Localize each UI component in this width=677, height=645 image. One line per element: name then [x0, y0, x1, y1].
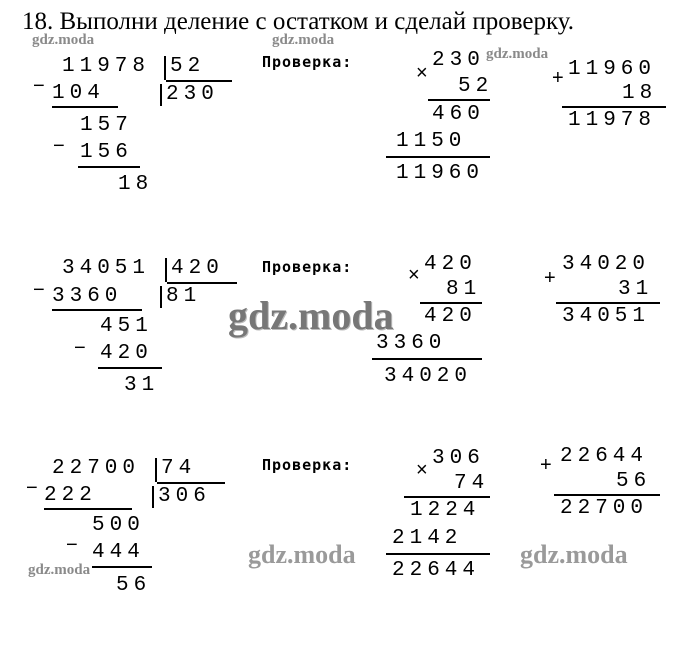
watermark: gdz.moda — [248, 540, 356, 569]
sum: 22700 — [560, 497, 649, 520]
underline — [372, 358, 482, 360]
addend-1: 22644 — [560, 445, 649, 468]
underline — [428, 99, 490, 101]
quotient: 81 — [166, 285, 202, 308]
partial-dividend: 500 — [92, 514, 145, 537]
dividend: 34051 — [62, 257, 151, 280]
minus-sign: − — [66, 534, 78, 556]
remainder: 56 — [116, 574, 152, 597]
product: 34020 — [384, 365, 473, 388]
minus-sign: − — [26, 477, 38, 499]
partial-product-1: 420 — [424, 305, 477, 328]
underline — [44, 508, 132, 510]
divisor: 52 — [170, 55, 206, 78]
partial-product-2: 3360 — [376, 332, 447, 355]
minus-sign: − — [53, 135, 65, 157]
partial-dividend: 157 — [80, 114, 133, 137]
quotient-bar — [160, 286, 162, 308]
subtrahend-2: 444 — [92, 541, 145, 564]
times-sign: × — [416, 459, 428, 481]
underline — [386, 553, 490, 555]
plus-sign: + — [540, 454, 552, 476]
partial-product-1: 1224 — [410, 499, 481, 522]
subtrahend-2: 156 — [80, 141, 133, 164]
times-sign: × — [408, 264, 420, 286]
quotient: 306 — [158, 485, 211, 508]
check-label: Проверка: — [262, 258, 353, 276]
times-sign: × — [416, 62, 428, 84]
addend-2: 18 — [622, 82, 658, 105]
divisor-underline — [166, 80, 232, 82]
subtrahend-2: 420 — [100, 342, 153, 365]
subtrahend-1: 104 — [52, 82, 105, 105]
divisor-underline — [167, 282, 237, 284]
watermark: gdz.moda — [32, 32, 95, 48]
minus-sign: − — [33, 75, 45, 97]
partial-product-1: 460 — [432, 103, 485, 126]
sum: 11978 — [568, 109, 657, 132]
addend-2: 56 — [616, 470, 652, 493]
divisor-underline — [157, 482, 225, 484]
underline — [554, 494, 660, 496]
division-bar — [155, 458, 157, 482]
partial-product-2: 1150 — [396, 130, 467, 153]
multiplicand: 306 — [432, 447, 485, 470]
underline — [562, 106, 666, 108]
underline — [98, 367, 162, 369]
underline — [52, 106, 118, 108]
addend-1: 11960 — [568, 58, 657, 81]
underline — [78, 166, 140, 168]
addend-1: 34020 — [562, 253, 651, 276]
dividend: 22700 — [52, 457, 141, 480]
subtrahend-1: 222 — [44, 484, 97, 507]
multiplier: 52 — [458, 75, 494, 98]
watermark: gdz.moda — [520, 540, 628, 569]
multiplicand: 230 — [432, 49, 485, 72]
multiplier: 81 — [446, 278, 482, 301]
subtrahend-1: 3360 — [52, 285, 123, 308]
underline — [386, 156, 490, 158]
remainder: 18 — [118, 173, 154, 196]
product: 22644 — [392, 559, 481, 582]
dividend: 11978 — [62, 55, 151, 78]
division-bar — [165, 258, 167, 282]
partial-dividend: 451 — [100, 315, 153, 338]
watermark: gdz.moda — [228, 293, 394, 338]
multiplier: 74 — [454, 472, 490, 495]
quotient-bar — [160, 84, 162, 106]
remainder: 31 — [124, 374, 160, 397]
exercise-title: 18. Выполни деление с остатком и сделай проверку. — [22, 8, 575, 35]
watermark: gdz.moda — [486, 46, 549, 62]
plus-sign: + — [552, 67, 564, 89]
underline — [556, 302, 660, 304]
plus-sign: + — [544, 267, 556, 289]
minus-sign: − — [74, 337, 86, 359]
watermark: gdz.moda — [272, 32, 335, 48]
underline — [420, 302, 482, 304]
check-label: Проверка: — [262, 456, 353, 474]
addend-2: 31 — [618, 278, 654, 301]
sum: 34051 — [562, 305, 651, 328]
watermark: gdz.moda — [28, 562, 91, 578]
divisor: 74 — [161, 457, 197, 480]
underline — [404, 496, 490, 498]
division-bar — [164, 56, 166, 80]
underline — [52, 309, 142, 311]
quotient: 230 — [166, 83, 219, 106]
product: 11960 — [396, 162, 485, 185]
divisor: 420 — [171, 257, 224, 280]
quotient-bar — [152, 486, 154, 508]
partial-product-2: 2142 — [392, 527, 463, 550]
minus-sign: − — [33, 279, 45, 301]
multiplicand: 420 — [424, 253, 477, 276]
check-label: Проверка: — [262, 53, 353, 71]
underline — [92, 566, 152, 568]
